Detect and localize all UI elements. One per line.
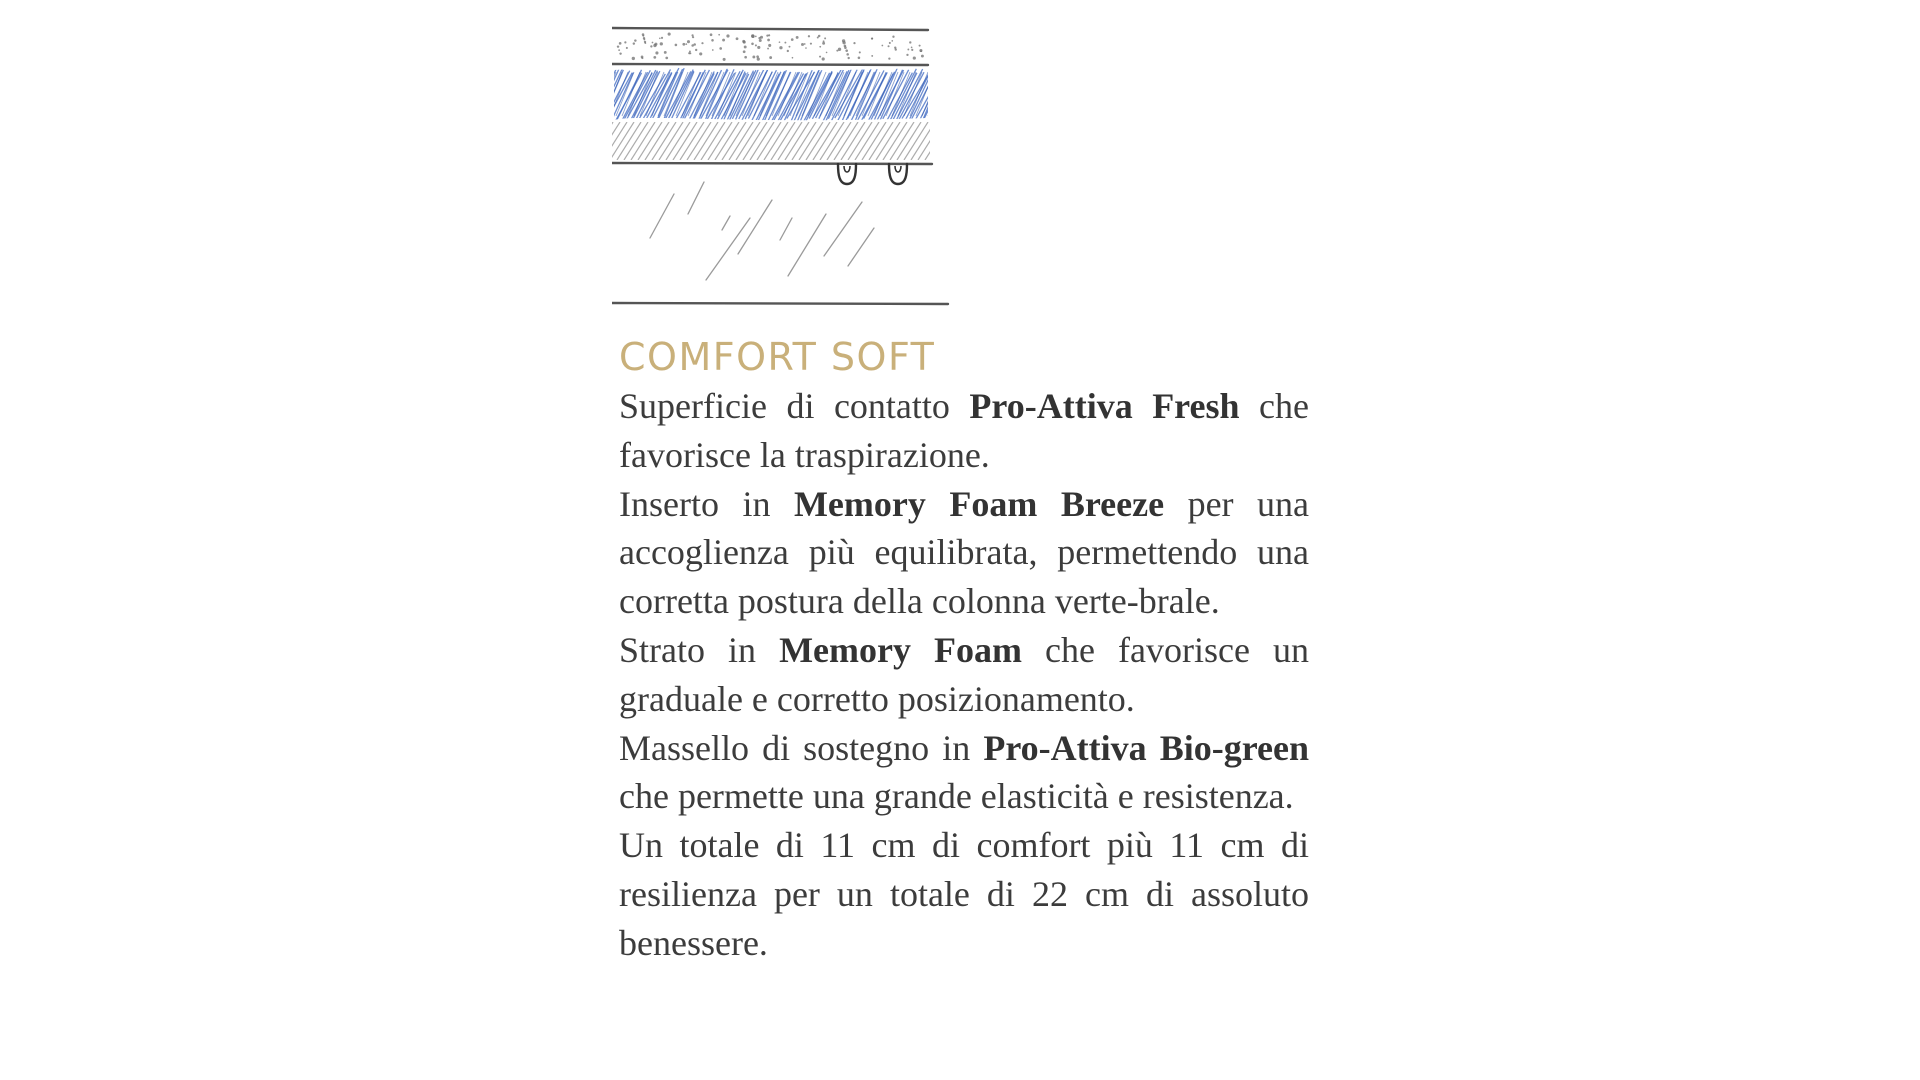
product-description [619, 334, 1309, 968]
layer-divider-lines [612, 28, 948, 304]
paragraph-text: per una accoglienza più equilibrata, permettendo una corretta postura della colonna verte-brale. [619, 483, 1310, 622]
paragraph-insert [619, 480, 1309, 626]
paragraph-text: che favorisce un graduale e corretto posizionamento. [619, 629, 1309, 719]
paragraph-text: Strato in [619, 629, 780, 670]
support-base-layer [650, 182, 874, 280]
section-title: COMFORT SOFT [619, 335, 936, 379]
paragraph-surface [619, 382, 1309, 480]
paragraph-layer [619, 626, 1309, 724]
hatched-gray-layer [612, 122, 952, 160]
paragraph-text: Massello di sostegno in [619, 727, 984, 768]
paragraph-total [619, 821, 1309, 967]
memory-foam-blue-layer [612, 68, 952, 124]
paragraph-text: Superficie di contatto [619, 386, 970, 426]
mattress-layers-sketch-icon [612, 18, 952, 308]
highlight-material: Memory Foam Breeze [793, 483, 1165, 524]
dotted-top-layer [617, 33, 924, 61]
highlight-material: Pro-Attiva Fresh [969, 386, 1240, 426]
paragraph-text: che favorisce la traspirazione. [619, 386, 1309, 475]
paragraph-text: che permette una grande elasticità e resistenza. [619, 776, 1294, 817]
paragraph-support [619, 724, 1309, 822]
highlight-material: Pro-Attiva Bio-green [983, 727, 1310, 768]
drop-connectors [838, 164, 907, 184]
highlight-material: Memory Foam [779, 629, 1022, 670]
paragraph-text: Inserto in [619, 483, 794, 524]
paragraph-text: Un totale di 11 cm di comfort più 11 cm di resilienza per un totale di 22 cm di assoluto benessere. [619, 825, 1309, 963]
